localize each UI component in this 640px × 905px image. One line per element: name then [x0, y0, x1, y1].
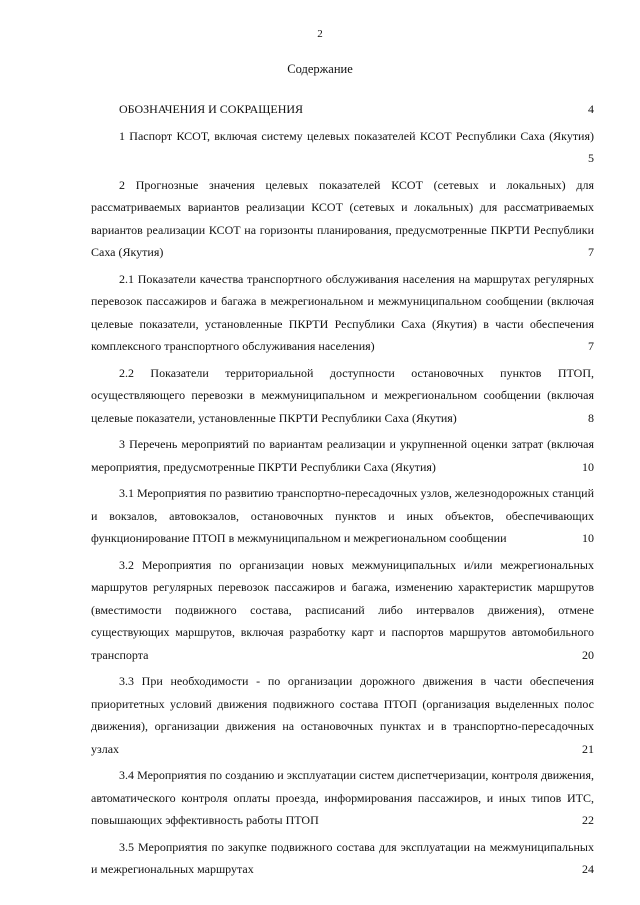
toc-entry-title: 3.1 Мероприятия по развитию транспортно-пересадочных узлов, железнодорожных станций и вокзалов, автовокзалов, остановочных пунктов и иных объектов, обеспечивающих функционирование ПТОП в межмуниципальном и межрегиональном сообщении	[91, 486, 594, 545]
toc-entry-title: 2 Прогнозные значения целевых показателей КСОТ (сетевых и локальных) для рассматриваемых вариантов реализации КСОТ (сетевых и локальных) для рассматриваемых вариантов реализации КСОТ на горизонты планирования, предусмотренные ПКРТИ Республики Саха (Якутия)	[91, 177, 594, 259]
toc-entry[interactable]	[91, 554, 594, 667]
toc-entry[interactable]	[91, 433, 594, 478]
toc-entry-page: 7	[554, 335, 594, 358]
toc-entry[interactable]	[91, 174, 594, 264]
toc-entry-page: 8	[554, 407, 594, 430]
toc-entry-title: ОБОЗНАЧЕНИЯ И СОКРАЩЕНИЯ	[119, 102, 304, 116]
toc-entry-page: 21	[548, 738, 594, 761]
toc-entry-page: 22	[548, 809, 594, 832]
toc-entry-title: 3.4 Мероприятия по созданию и эксплуатации систем диспетчеризации, контроля движения, автоматического контроля оплаты проезда, информирования пассажиров, и иных типов ИТС, повышающих эффективность работы ПТОП	[91, 768, 594, 827]
toc-entry[interactable]	[91, 764, 594, 832]
page-number: 2	[317, 28, 323, 40]
toc-entry-title: 3.3 При необходимости - по организации дорожного движения в части обеспечения приоритетных условий движения подвижного состава ПТОП (организация выделенных полос движения), организации движения на остановочных пунктах и в транспортно-пересадочных узлах	[91, 674, 594, 756]
toc-entry[interactable]	[91, 125, 594, 170]
toc-entry-page: 4	[554, 98, 594, 121]
toc-entry[interactable]	[91, 482, 594, 550]
toc-entry[interactable]	[91, 836, 594, 881]
table-of-contents	[91, 98, 594, 885]
toc-entry[interactable]	[91, 362, 594, 430]
toc-entry[interactable]	[91, 98, 594, 121]
toc-entry-title: 2.2 Показатели территориальной доступности остановочных пунктов ПТОП, осуществляющего перевозки в межмуниципальном и межрегиональном сообщении (включая целевые показатели, установленные ПКРТИ Республики Саха (Якутия)	[91, 365, 594, 425]
toc-entry-page: 10	[548, 527, 594, 550]
toc-entry-title: 3.2 Мероприятия по организации новых межмуниципальных и/или межрегиональных маршрутов регулярных перевозок пассажиров и багажа, изменению характеристик маршрутов (вместимости подвижного состава, расписаний либо интервалов движения), отмене существующих маршрутов, включая разработку карт и паспортов маршрутов автомобильного транспорта	[91, 557, 594, 662]
toc-entry[interactable]	[91, 268, 594, 358]
toc-entry-page: 10	[548, 456, 594, 479]
toc-entry-page: 5	[554, 147, 594, 170]
toc-entry-title: 3.5 Мероприятия по закупке подвижного состава для эксплуатации на межмуниципальных и межрегиональных маршрутах	[91, 839, 594, 876]
toc-entry-page: 7	[554, 241, 594, 264]
toc-entry-page: 20	[548, 644, 594, 667]
toc-entry-title: 1 Паспорт КСОТ, включая систему целевых показателей КСОТ Республики Саха (Якутия)	[119, 128, 594, 143]
toc-entry[interactable]	[91, 670, 594, 760]
toc-entry-title: 3 Перечень мероприятий по вариантам реализации и укрупненной оценки затрат (включая мероприятия, предусмотренные ПКРТИ Республики Саха (Якутия)	[91, 437, 594, 474]
toc-title: Содержание	[287, 62, 353, 76]
toc-entry-page: 24	[548, 858, 594, 881]
toc-entry-title: 2.1 Показатели качества транспортного обслуживания населения на маршрутах регулярных перевозок пассажиров и багажа в межрегиональном и межмуниципальном сообщении (включая целевые показатели, установленные ПКРТИ Республики Саха (Якутия) в части обеспечения комплексного транспортного обслуживания населения)	[91, 271, 594, 353]
